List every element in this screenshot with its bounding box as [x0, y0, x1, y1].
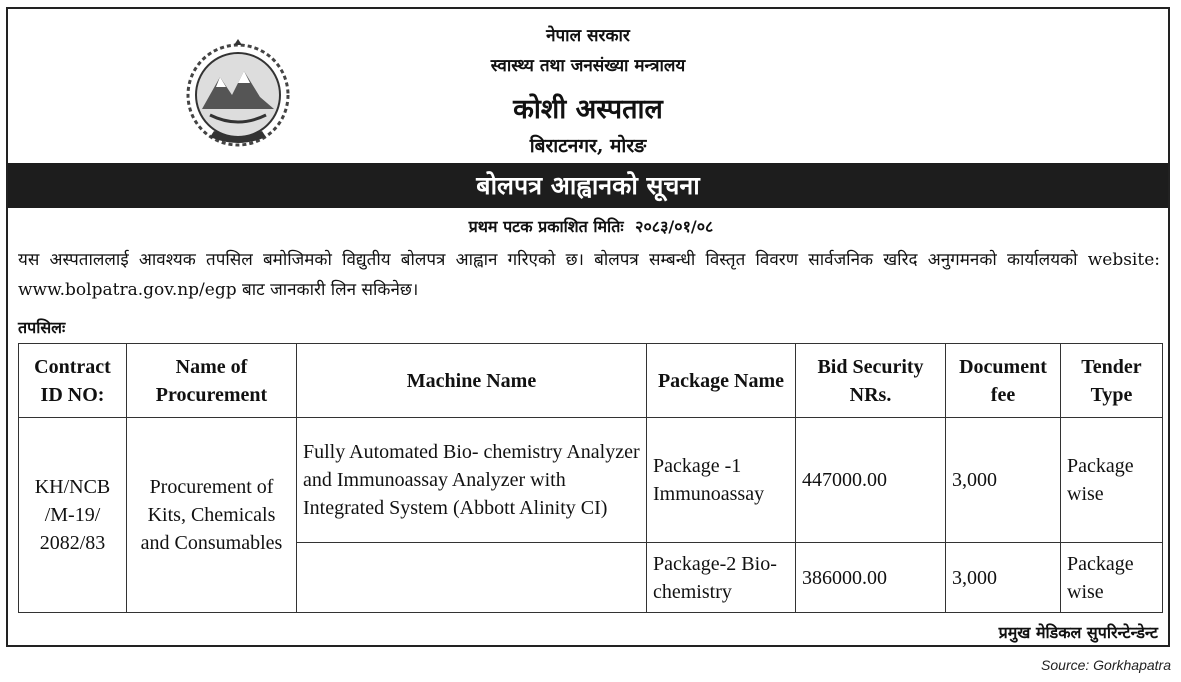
- ministry-name: स्वास्थ्य तथा जनसंख्या मन्त्रालय: [490, 56, 686, 76]
- procurement-table: [18, 343, 1163, 613]
- column-header: Bid Security NRs.: [796, 344, 946, 418]
- tender-notice: [6, 7, 1170, 647]
- column-header: Name of Procurement: [127, 344, 297, 418]
- column-header: Machine Name: [297, 344, 647, 418]
- notice-title-banner: बोलपत्र आह्वानको सूचना: [8, 163, 1168, 208]
- contract-id-cell: KH/NCB /M-19/ 2082/83: [19, 418, 127, 613]
- details-label: तपसिलः: [18, 318, 66, 337]
- machine-name-cell-empty: [297, 543, 647, 613]
- column-header: Contract ID NO:: [19, 344, 127, 418]
- signatory-title: प्रमुख मेडिकल सुपरिन्टेन्डेन्ट: [998, 623, 1158, 642]
- document-fee-cell: 3,000: [946, 543, 1061, 613]
- table-row: [19, 418, 1163, 543]
- bid-security-cell: 447000.00: [796, 418, 946, 543]
- hospital-name: कोशी अस्पताल: [513, 94, 663, 125]
- package-name-cell: Package-2 Bio-chemistry: [647, 543, 796, 613]
- package-name-cell: Package -1 Immunoassay: [647, 418, 796, 543]
- source-credit: Source: Gorkhapatra: [1041, 657, 1171, 673]
- publication-date: २०८३/०१/०८: [635, 217, 714, 236]
- bid-security-cell: 386000.00: [796, 543, 946, 613]
- intro-paragraph: यस अस्पताललाई आवश्यक तपसिल बमोजिमको विद्युतीय बोलपत्र आह्वान गरिएको छ। बोलपत्र सम्बन्धी विस्तृत विवरण सार्वजनिक खरिद अनुगमनको कार्यालयको website: www.bolpatra.gov.np/egp बाट जानकारी लिन सकिनेछ।: [18, 250, 1160, 300]
- column-header: Document fee: [946, 344, 1061, 418]
- document-fee-cell: 3,000: [946, 418, 1061, 543]
- hospital-location: बिराटनगर, मोरङ: [529, 135, 647, 157]
- publication-date-label: प्रथम पटक प्रकाशित मितिः: [468, 217, 624, 236]
- machine-name-cell: Fully Automated Bio- chemistry Analyzer and Immunoassay Analyzer with Integrated System (Abbott Alinity CI): [297, 418, 647, 543]
- table-header-row: [19, 344, 1163, 418]
- publication-date-line: [8, 215, 1168, 237]
- tender-type-cell: Package wise: [1061, 543, 1163, 613]
- government-name: नेपाल सरकार: [546, 26, 630, 46]
- column-header: Package Name: [647, 344, 796, 418]
- column-header: Tender Type: [1061, 344, 1163, 418]
- tender-type-cell: Package wise: [1061, 418, 1163, 543]
- procurement-name-cell: Procurement of Kits, Chemicals and Consumables: [127, 418, 297, 613]
